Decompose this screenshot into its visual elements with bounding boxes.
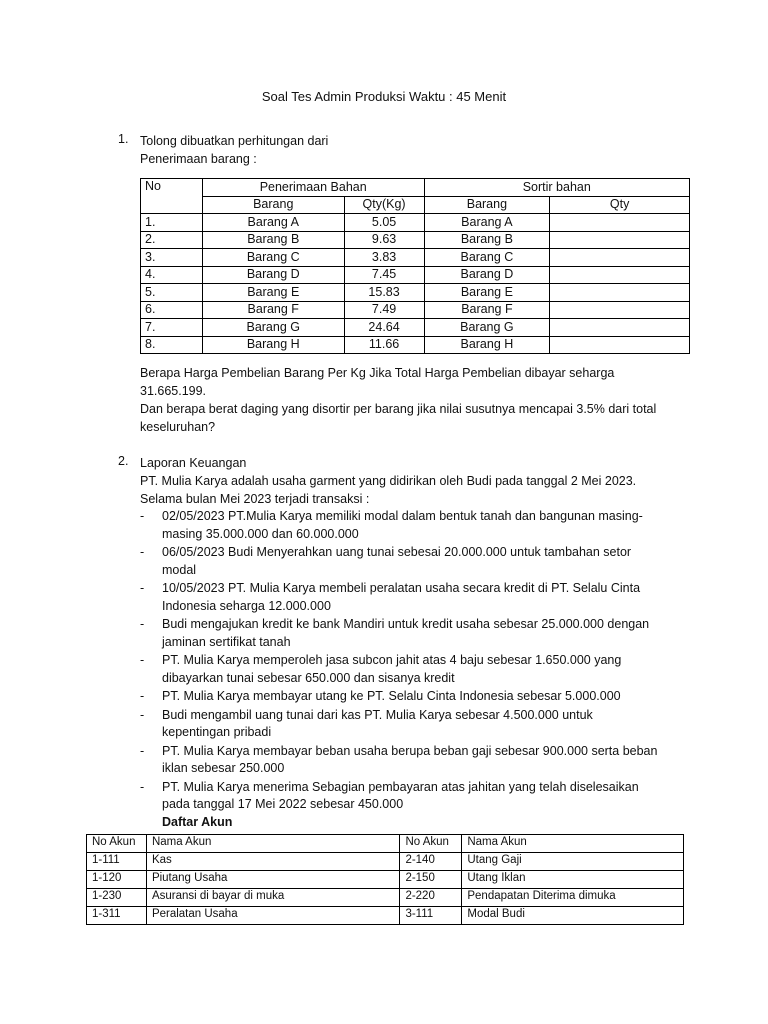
question-a-line-2: 31.665.199. bbox=[140, 384, 207, 398]
row-sortir-barang: Barang G bbox=[424, 319, 550, 337]
dash-marker: - bbox=[140, 707, 145, 722]
account-name: Utang Iklan bbox=[462, 871, 684, 889]
row-no: 1. bbox=[141, 214, 203, 232]
dash-marker: - bbox=[140, 545, 145, 559]
row-sortir-barang: Barang D bbox=[424, 266, 550, 284]
transaction-line-1: PT. Mulia Karya membayar utang ke PT. Selalu Cinta Indonesia sebesar 5.000.000 bbox=[162, 689, 621, 703]
account-number: 3-111 bbox=[400, 907, 462, 925]
row-barang: Barang E bbox=[202, 284, 344, 302]
row-barang: Barang H bbox=[202, 336, 344, 354]
question-2-heading: Laporan Keuangan bbox=[140, 456, 247, 470]
row-no: 3. bbox=[141, 249, 203, 267]
transaction-line-2: iklan sebesar 250.000 bbox=[162, 761, 285, 775]
table-row bbox=[141, 249, 690, 267]
row-qty: 3.83 bbox=[344, 249, 424, 267]
transaction-line-1: PT. Mulia Karya memperoleh jasa subcon jahit atas 4 baju sebesar 1.650.000 yang bbox=[162, 653, 622, 667]
row-sortir-qty bbox=[550, 319, 690, 337]
row-no: 2. bbox=[141, 231, 203, 249]
header-sortir: Sortir bahan bbox=[424, 179, 689, 197]
row-qty: 15.83 bbox=[344, 284, 424, 302]
row-barang: Barang A bbox=[202, 214, 344, 232]
question-1-line-2: Penerimaan barang : bbox=[140, 152, 257, 166]
list-item bbox=[140, 779, 680, 832]
list-item bbox=[140, 652, 680, 687]
question-1-paragraph bbox=[140, 364, 680, 436]
transaction-line-2: dibayarkan tunai sebesar 650.000 dan sisanya kredit bbox=[162, 670, 455, 685]
table-row bbox=[141, 301, 690, 319]
account-name: Asuransi di bayar di muka bbox=[146, 889, 400, 907]
receiving-table bbox=[140, 178, 690, 354]
transaction-line-2: jaminan sertifikat tanah bbox=[162, 634, 291, 649]
transaction-line-1: 06/05/2023 Budi Menyerahkan uang tunai sebesai 20.000.000 untuk tambahan setor bbox=[162, 545, 632, 559]
row-qty: 7.45 bbox=[344, 266, 424, 284]
question-number: 1. bbox=[118, 132, 129, 146]
dash-marker: - bbox=[140, 689, 145, 703]
header-no-akun: No Akun bbox=[400, 835, 462, 853]
transaction-line-1: 02/05/2023 PT.Mulia Karya memiliki modal dalam bentuk tanah dan bangunan masing- bbox=[162, 509, 643, 523]
dash-marker: - bbox=[140, 743, 145, 758]
table-row bbox=[141, 336, 690, 354]
table-row bbox=[87, 889, 684, 907]
table-row bbox=[141, 231, 690, 249]
table-row bbox=[87, 853, 684, 871]
account-number: 2-150 bbox=[400, 871, 462, 889]
account-number: 1-230 bbox=[87, 889, 147, 907]
row-no: 7. bbox=[141, 319, 203, 337]
transaction-line-2: pada tanggal 17 Mei 2022 sebesar 450.000 bbox=[162, 797, 404, 811]
list-item bbox=[140, 707, 680, 742]
row-barang: Barang C bbox=[202, 249, 344, 267]
header-barang: Barang bbox=[202, 196, 344, 214]
row-qty: 9.63 bbox=[344, 231, 424, 249]
header-qty: Qty bbox=[550, 196, 690, 214]
transaction-line-1: PT. Mulia Karya menerima Sebagian pembayaran atas jahitan yang telah diselesaikan bbox=[162, 779, 639, 794]
row-barang: Barang D bbox=[202, 266, 344, 284]
row-sortir-barang: Barang C bbox=[424, 249, 550, 267]
header-no-akun: No Akun bbox=[87, 835, 147, 853]
header-no: No bbox=[141, 179, 203, 214]
transaction-line-2: Indonesia seharga 12.000.000 bbox=[162, 598, 331, 613]
page-title: Soal Tes Admin Produksi Waktu : 45 Menit bbox=[261, 89, 507, 104]
transaction-line-2: modal bbox=[162, 562, 197, 577]
header-nama-akun: Nama Akun bbox=[146, 835, 400, 853]
account-name: Peralatan Usaha bbox=[146, 907, 400, 925]
account-number: 1-111 bbox=[87, 853, 147, 871]
account-name: Modal Budi bbox=[462, 907, 684, 925]
row-sortir-qty bbox=[550, 266, 690, 284]
question-b-line-1: Dan berapa berat daging yang disortir per barang jika nilai susutnya mencapai 3.5% dari total bbox=[140, 402, 657, 416]
row-sortir-barang: Barang E bbox=[424, 284, 550, 302]
dash-marker: - bbox=[140, 779, 145, 794]
list-item bbox=[140, 508, 680, 543]
row-no: 4. bbox=[141, 266, 203, 284]
row-sortir-barang: Barang F bbox=[424, 301, 550, 319]
account-name: Piutang Usaha bbox=[146, 871, 400, 889]
dash-marker: - bbox=[140, 617, 145, 631]
row-qty: 5.05 bbox=[344, 214, 424, 232]
transaction-line-1: Budi mengambil uang tunai dari kas PT. Mulia Karya sebesar 4.500.000 untuk bbox=[162, 707, 593, 722]
header-nama-akun: Nama Akun bbox=[462, 835, 684, 853]
list-item bbox=[140, 743, 680, 778]
question-1-line-1: Tolong dibuatkan perhitungan dari bbox=[140, 134, 329, 148]
account-number: 1-311 bbox=[87, 907, 147, 925]
list-item bbox=[140, 580, 680, 615]
table-row bbox=[141, 284, 690, 302]
dash-marker: - bbox=[140, 581, 145, 595]
row-sortir-qty bbox=[550, 301, 690, 319]
transaction-line-1: Budi mengajukan kredit ke bank Mandiri untuk kredit usaha sebesar 25.000.000 dengan bbox=[162, 617, 650, 631]
header-penerimaan: Penerimaan Bahan bbox=[202, 179, 424, 197]
dash-marker: - bbox=[140, 653, 145, 667]
row-barang: Barang G bbox=[202, 319, 344, 337]
row-sortir-qty bbox=[550, 231, 690, 249]
transaction-line-2: kepentingan pribadi bbox=[162, 725, 272, 739]
account-name: Utang Gaji bbox=[462, 853, 684, 871]
row-sortir-qty bbox=[550, 214, 690, 232]
question-number: 2. bbox=[118, 454, 129, 468]
row-qty: 7.49 bbox=[344, 301, 424, 319]
row-sortir-qty bbox=[550, 284, 690, 302]
row-no: 8. bbox=[141, 336, 203, 354]
row-no: 6. bbox=[141, 301, 203, 319]
dash-marker: - bbox=[140, 509, 145, 523]
question-a-line-1: Berapa Harga Pembelian Barang Per Kg Jika Total Harga Pembelian dibayar seharga bbox=[140, 366, 615, 380]
row-barang: Barang F bbox=[202, 301, 344, 319]
row-sortir-barang: Barang H bbox=[424, 336, 550, 354]
transaction-line-2: masing 35.000.000 dan 60.000.000 bbox=[162, 526, 359, 541]
transaction-line-1: PT. Mulia Karya membayar beban usaha berupa beban gaji sebesar 900.000 serta beban bbox=[162, 743, 658, 758]
table-row bbox=[87, 907, 684, 925]
header-barang-sortir: Barang bbox=[424, 196, 550, 214]
list-item bbox=[140, 616, 680, 651]
row-sortir-qty bbox=[550, 336, 690, 354]
header-qty-kg: Qty(Kg) bbox=[344, 196, 424, 214]
row-qty: 24.64 bbox=[344, 319, 424, 337]
table-row bbox=[141, 319, 690, 337]
row-sortir-barang: Barang B bbox=[424, 231, 550, 249]
table-row bbox=[87, 871, 684, 889]
daftar-akun-label: Daftar Akun bbox=[162, 814, 233, 829]
row-no: 5. bbox=[141, 284, 203, 302]
account-name: Pendapatan Diterima dimuka bbox=[462, 889, 684, 907]
account-table bbox=[86, 834, 684, 925]
list-item bbox=[140, 688, 680, 706]
account-number: 2-140 bbox=[400, 853, 462, 871]
question-b-line-2: keseluruhan? bbox=[140, 420, 216, 434]
row-sortir-barang: Barang A bbox=[424, 214, 550, 232]
row-sortir-qty bbox=[550, 249, 690, 267]
account-number: 2-220 bbox=[400, 889, 462, 907]
table-row bbox=[141, 214, 690, 232]
row-qty: 11.66 bbox=[344, 336, 424, 354]
transaction-list bbox=[140, 508, 680, 831]
question-2-intro-2: Selama bulan Mei 2023 terjadi transaksi : bbox=[140, 492, 370, 506]
account-name: Kas bbox=[146, 853, 400, 871]
question-2-intro-1: PT. Mulia Karya adalah usaha garment yang didirikan oleh Budi pada tanggal 2 Mei 2023. bbox=[140, 474, 637, 488]
list-item bbox=[140, 544, 680, 579]
transaction-line-1: 10/05/2023 PT. Mulia Karya membeli peralatan usaha secara kredit di PT. Selalu Cinta bbox=[162, 581, 641, 595]
row-barang: Barang B bbox=[202, 231, 344, 249]
account-number: 1-120 bbox=[87, 871, 147, 889]
table-row bbox=[141, 266, 690, 284]
